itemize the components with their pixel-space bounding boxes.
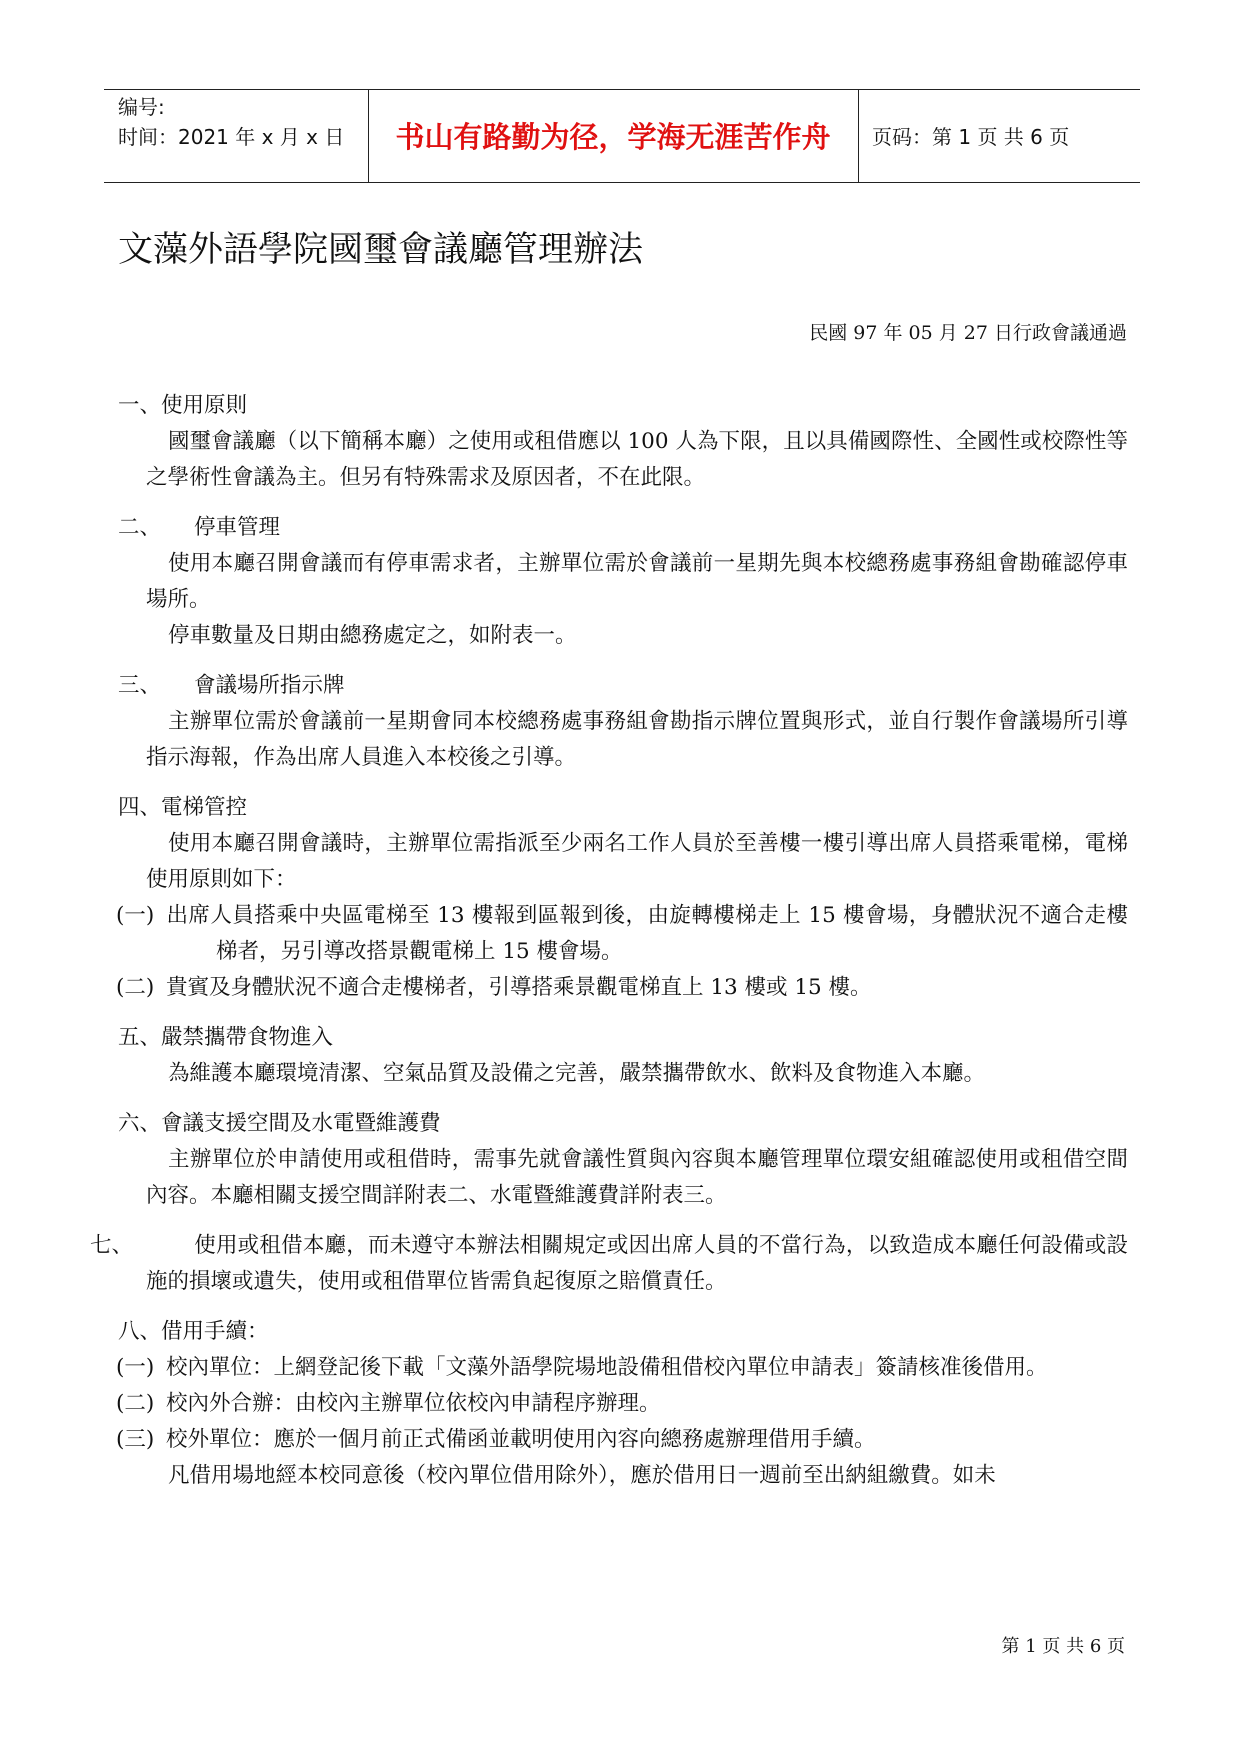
section-paragraph: 停車數量及日期由總務處定之，如附表一。 <box>168 623 577 648</box>
header-page-label: 页码：第 1 页 共 6 页 <box>872 125 1070 149</box>
item-text: 貴賓及身體狀況不適合走樓梯者，引導搭乘景觀電梯直上 13 樓或 15 樓。 <box>166 975 872 1000</box>
section-title: 電梯管控 <box>161 795 248 820</box>
header-bottom-rule <box>104 182 1140 183</box>
header-divider <box>858 89 859 182</box>
section-number: 七、 <box>90 1233 134 1258</box>
section-paragraph: 國璽會議廳（以下簡稱本廳）之使用或租借應以 100 人為下限，且以具備國際性、全國性或校際性等之學術性會議為主。但另有特殊需求及原因者，不在此限。 <box>146 429 1128 490</box>
section-number: 八、 <box>118 1319 162 1344</box>
section-heading <box>118 1314 1128 1350</box>
section-6 <box>118 1106 1128 1214</box>
section-number: 一、 <box>118 393 162 418</box>
section-title: 停車管理 <box>194 515 281 540</box>
section-title: 借用手續： <box>161 1319 269 1344</box>
item-text: 校外單位：應於一個月前正式備函並載明使用內容向總務處辦理借用手續。 <box>166 1427 876 1452</box>
header-divider <box>368 89 369 182</box>
section-number: 三、 <box>118 673 162 698</box>
section-paragraph: 主辦單位於申請使用或租借時，需事先就會議性質與內容與本廳管理單位環安組確認使用或租借空間內容。本廳相關支援空間詳附表二、水電暨維護費詳附表三。 <box>146 1147 1128 1208</box>
section-heading <box>118 1020 1128 1056</box>
section-number: 二、 <box>118 515 162 540</box>
list-item: (二) 校內外合辦：由校內主辦單位依校內申請程序辦理。 <box>116 1391 661 1416</box>
footer-page-number: 第 1 页 共 6 页 <box>1001 1636 1125 1657</box>
document-title: 文藻外語學院國璽會議廳管理辦法 <box>118 230 644 270</box>
time-label: 时间：2021 年 x 月 x 日 <box>118 125 345 149</box>
section-title: 使用原則 <box>161 393 248 418</box>
number-label: 编号: <box>118 95 165 119</box>
section-paragraph: 主辦單位需於會議前一星期會同本校總務處事務組會勘指示牌位置與形式，並自行製作會議場所引導指示海報，作為出席人員進入本校後之引導。 <box>146 709 1128 770</box>
section-heading <box>118 790 1128 826</box>
section-title: 會議支援空間及水電暨維護費 <box>161 1111 441 1136</box>
section-title: 會議場所指示牌 <box>194 673 345 698</box>
section-3 <box>118 668 1128 776</box>
header-top-rule <box>104 89 1140 90</box>
section-number: 五、 <box>118 1025 162 1050</box>
list-item: (一) 校內單位：上網登記後下載「文藻外語學院場地設備租借校內單位申請表」簽請核准後借用。 <box>116 1355 1048 1380</box>
approval-note: 民國 97 年 05 月 27 日行政會議通過 <box>809 322 1127 344</box>
list-item: (二) 貴賓及身體狀況不適合走樓梯者，引導搭乘景觀電梯直上 13 樓或 15 樓。 <box>116 975 872 1000</box>
section-8 <box>118 1314 1128 1494</box>
list-item: (一) 出席人員搭乘中央區電梯至 13 樓報到區報到後，由旋轉樓梯走上 15 樓會場，身體狀況不適合走樓梯者，另引導改搭景觀電梯上 15 樓會場。 <box>116 903 1128 964</box>
list-item: (三) 校外單位：應於一個月前正式備函並載明使用內容向總務處辦理借用手續。 <box>116 1427 876 1452</box>
section-2 <box>118 510 1128 654</box>
section-4 <box>118 790 1128 1006</box>
section-heading <box>90 1228 1128 1300</box>
section-heading <box>118 668 1128 704</box>
section-5 <box>118 1020 1128 1092</box>
section-paragraph: 使用本廳召開會議時，主辦單位需指派至少兩名工作人員於至善樓一樓引導出席人員搭乘電梯，電梯使用原則如下： <box>146 831 1128 892</box>
section-heading <box>118 1106 1128 1142</box>
section-paragraph: 使用本廳召開會議而有停車需求者，主辦單位需於會議前一星期先與本校總務處事務組會勘確認停車場所。 <box>146 551 1128 612</box>
section-heading <box>118 388 1128 424</box>
section-number: 四、 <box>118 795 162 820</box>
document-body <box>90 388 1128 1508</box>
header-motto: 书山有路勤为径，学海无涯苦作舟 <box>395 120 831 154</box>
section-paragraph: 為維護本廳環境清潔、空氣品質及設備之完善，嚴禁攜帶飲水、飲料及食物進入本廳。 <box>168 1061 986 1086</box>
section-heading <box>118 510 1128 546</box>
section-1 <box>118 388 1128 496</box>
header-meta <box>118 92 344 152</box>
section-7 <box>90 1228 1128 1300</box>
section-title: 嚴禁攜帶食物進入 <box>161 1025 334 1050</box>
item-text: 校內單位：上網登記後下載「文藻外語學院場地設備租借校內單位申請表」簽請核准後借用。 <box>166 1355 1048 1380</box>
section-paragraph: 凡借用場地經本校同意後（校內單位借用除外），應於借用日一週前至出納組繳費。如未 <box>168 1463 996 1488</box>
section-number: 六、 <box>118 1111 162 1136</box>
section-title: 使用或租借本廳，而未遵守本辦法相關規定或因出席人員的不當行為，以致造成本廳任何設備或設施的損壞或遺失，使用或租借單位皆需負起復原之賠償責任。 <box>146 1233 1128 1294</box>
item-text: 出席人員搭乘中央區電梯至 13 樓報到區報到後，由旋轉樓梯走上 15 樓會場，身體狀況不適合走樓梯者，另引導改搭景觀電梯上 15 樓會場。 <box>166 903 1128 964</box>
item-text: 校內外合辦：由校內主辦單位依校內申請程序辦理。 <box>166 1391 661 1416</box>
